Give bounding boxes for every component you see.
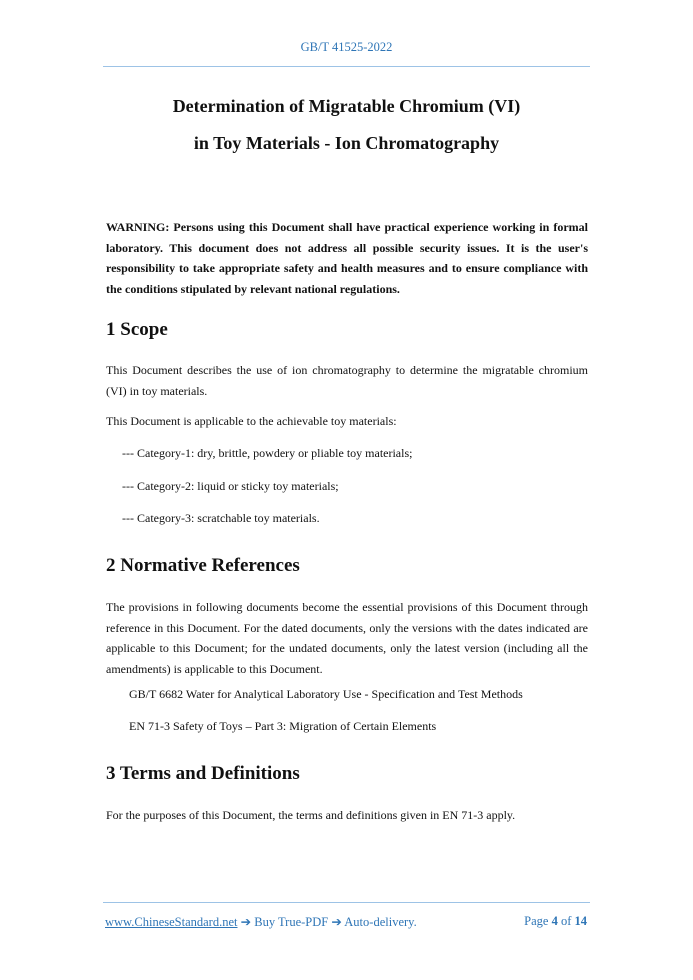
warning-paragraph: WARNING: Persons using this Document shall have practical experience working in formal laboratory. This document does not address all possible security issues. It is the user's responsibility to take appropriate safety and health measures and to ensure compliance with the conditions stipulated by relevant national regulations.	[106, 220, 588, 296]
footer-divider	[103, 902, 590, 903]
heading-terms-definitions: 3 Terms and Definitions	[106, 763, 300, 784]
buy-true-pdf-text: Buy True-PDF	[254, 915, 329, 929]
scope-list-item-1: --- Category-1: dry, brittle, powdery or pliable toy materials;	[122, 446, 413, 460]
page-indicator	[524, 914, 587, 929]
terms-paragraph: For the purposes of this Document, the terms and definitions given in EN 71-3 apply.	[106, 808, 516, 822]
auto-delivery-text: Auto-delivery.	[344, 915, 417, 929]
scope-paragraph-1: This Document describes the use of ion chromatography to determine the migratable chromium (VI) in toy materials.	[106, 363, 588, 398]
document-title-line2: in Toy Materials - Ion Chromatography	[193, 133, 500, 153]
page-number: 4	[551, 914, 558, 928]
page-label: Page	[524, 914, 549, 928]
heading-normative-references: 2 Normative References	[106, 555, 300, 576]
header-standard-code: GB/T 41525-2022	[300, 40, 393, 54]
reference-en-71-3: EN 71-3 Safety of Toys – Part 3: Migration of Certain Elements	[129, 719, 437, 733]
normative-paragraph: The provisions in following documents become the essential provisions of this Document through reference in this Document. For the dated documents, only the versions with the dates indicated are applicable to this Document; for the undated documents, only the latest version (including all the amendments) is applicable to this Document.	[106, 600, 588, 676]
reference-gbt-6682: GB/T 6682 Water for Analytical Laboratory Use - Specification and Test Methods	[129, 687, 523, 701]
arrow-right-icon: ➔	[331, 915, 342, 929]
arrow-right-icon: ➔	[240, 915, 252, 929]
document-title-line1: Determination of Migratable Chromium (VI)	[172, 96, 521, 116]
scope-list-item-3: --- Category-3: scratchable toy materials.	[122, 511, 320, 525]
header-divider	[103, 66, 590, 67]
footer-links	[105, 914, 417, 930]
site-link[interactable]: www.ChineseStandard.net	[105, 915, 238, 929]
page-of-label: of	[560, 914, 572, 928]
heading-scope: 1 Scope	[106, 319, 168, 340]
scope-paragraph-2: This Document is applicable to the achievable toy materials:	[106, 414, 397, 428]
page-total: 14	[574, 914, 587, 928]
scope-list-item-2: --- Category-2: liquid or sticky toy materials;	[122, 479, 339, 493]
